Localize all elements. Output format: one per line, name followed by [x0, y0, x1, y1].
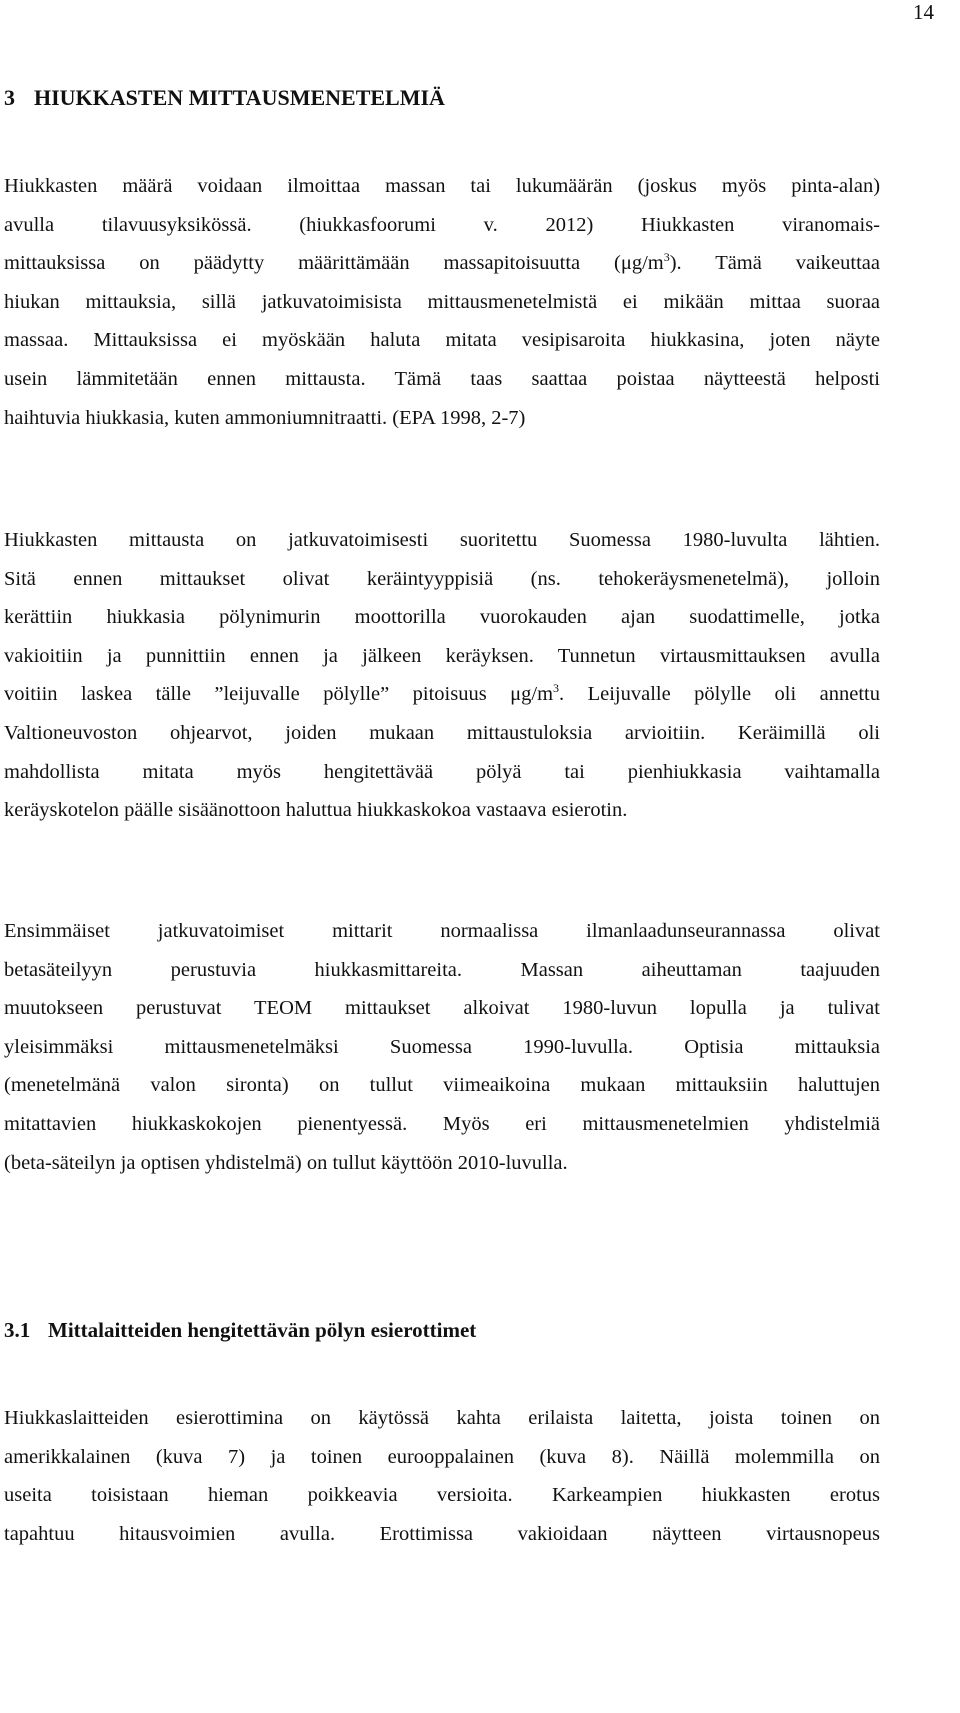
paragraph-line: useita toisistaan hieman poikkeavia versioita. Karkeampien hiukkasten erotus [4, 1484, 880, 1507]
line-text: . Leijuvalle pölylle oli annettu [559, 683, 880, 706]
line-text: mittauksissa on päädytty määrittämään massapitoisuutta (μg/m [4, 252, 664, 275]
paragraph-line: kerättiin hiukkasia pölynimurin moottorilla vuorokauden ajan suodattimelle, jotka [4, 606, 881, 629]
paragraph-line: yleisimmäksi mittausmenetelmäksi Suomessa 1990-luvulla. Optisia mittauksia [4, 1035, 881, 1058]
section-heading [4, 85, 445, 111]
paragraph-line: muutokseen perustuvat TEOM mittaukset alkoivat 1980-luvun lopulla ja tulivat [4, 997, 880, 1020]
paragraph-line: mahdollista mitata myös hengitettävää pölyä tai pienhiukkasia vaihtamalla [4, 760, 881, 783]
paragraph-4 [4, 1399, 880, 1553]
paragraph-line: tapahtuu hitausvoimien avulla. Erottimissa vakioidaan näytteen virtausnopeus [4, 1522, 880, 1545]
paragraph-line: amerikkalainen (kuva 7) ja toinen eurooppalainen (kuva 8). Näillä molemmilla on [4, 1445, 880, 1468]
paragraph-line: avulla tilavuusyksikössä. (hiukkasfoorumi v. 2012) Hiukkasten viranomais- [4, 213, 881, 236]
section-title: HIUKKASTEN MITTAUSMENETELMIÄ [34, 85, 445, 110]
paragraph-line: vakioitiin ja punnittiin ennen ja jälkeen keräyksen. Tunnetun virtausmittauksen avulla [4, 644, 880, 667]
line-text: voitiin laskea tälle ”leijuvalle pölylle” pitoisuus μg/m [4, 683, 554, 706]
subsection-title: Mittalaitteiden hengitettävän pölyn esierottimet [48, 1318, 477, 1342]
superscript: 3 [553, 681, 560, 696]
paragraph-line: hiukan mittauksia, sillä jatkuvatoimisista mittausmenetelmistä ei mikään mittaa suoraa [4, 290, 881, 313]
paragraph-line: Hiukkaslaitteiden esierottimina on käytössä kahta erilaista laitetta, joista toinen on [4, 1407, 880, 1429]
paragraph-2 [4, 521, 880, 830]
paragraph-line: betasäteilyyn perustuvia hiukkasmittareita. Massan aiheuttaman taajuuden [4, 958, 881, 981]
paragraph-line [4, 675, 880, 714]
paragraph-line: mitattavien hiukkaskokojen pienentyessä. Myös eri mittausmenetelmien yhdistelmiä [4, 1112, 880, 1135]
line-text: ). Tämä vaikeuttaa [669, 252, 880, 275]
subsection-number: 3.1 [4, 1318, 31, 1342]
page-number: 14 [913, 0, 934, 24]
paragraph-line: Sitä ennen mittaukset olivat keräintyyppisiä (ns. tehokeräysmenetelmä), jolloin [4, 567, 881, 590]
paragraph-line: Ensimmäiset jatkuvatoimiset mittarit normaalissa ilmanlaadunseurannassa olivat [4, 920, 881, 942]
paragraph-line: (menetelmänä valon sironta) on tullut viimeaikoina mukaan mittauksiin haluttujen [4, 1074, 880, 1097]
paragraph-line: massaa. Mittauksissa ei myöskään haluta mitata vesipisaroita hiukkasina, joten näyte [4, 329, 880, 352]
section-number: 3 [4, 85, 15, 110]
paragraph-line [4, 244, 880, 283]
paragraph-line: haihtuvia hiukkasia, kuten ammoniumnitraatti. (EPA 1998, 2-7) [4, 406, 526, 429]
paragraph-line: Hiukkasten mittausta on jatkuvatoimisesti suoritettu Suomessa 1980-luvulta lähtien. [4, 529, 880, 551]
subsection-heading [4, 1318, 476, 1343]
paragraph-line: usein lämmitetään ennen mittausta. Tämä taas saattaa poistaa näytteestä helposti [4, 367, 880, 390]
paragraph-line: keräyskotelon päälle sisäänottoon haluttua hiukkaskokoa vastaava esierotin. [4, 799, 628, 822]
paragraph-line: Valtioneuvoston ohjearvot, joiden mukaan mittaustuloksia arvioitiin. Keräimillä oli [4, 721, 880, 744]
paragraph-line: Hiukkasten määrä voidaan ilmoittaa massan tai lukumäärän (joskus myös pinta-alan) [4, 175, 881, 197]
paragraph-line: (beta-säteilyn ja optisen yhdistelmä) on tullut käyttöön 2010-luvulla. [4, 1151, 568, 1174]
paragraph-1 [4, 167, 880, 437]
paragraph-3 [4, 912, 880, 1182]
superscript: 3 [663, 250, 670, 265]
